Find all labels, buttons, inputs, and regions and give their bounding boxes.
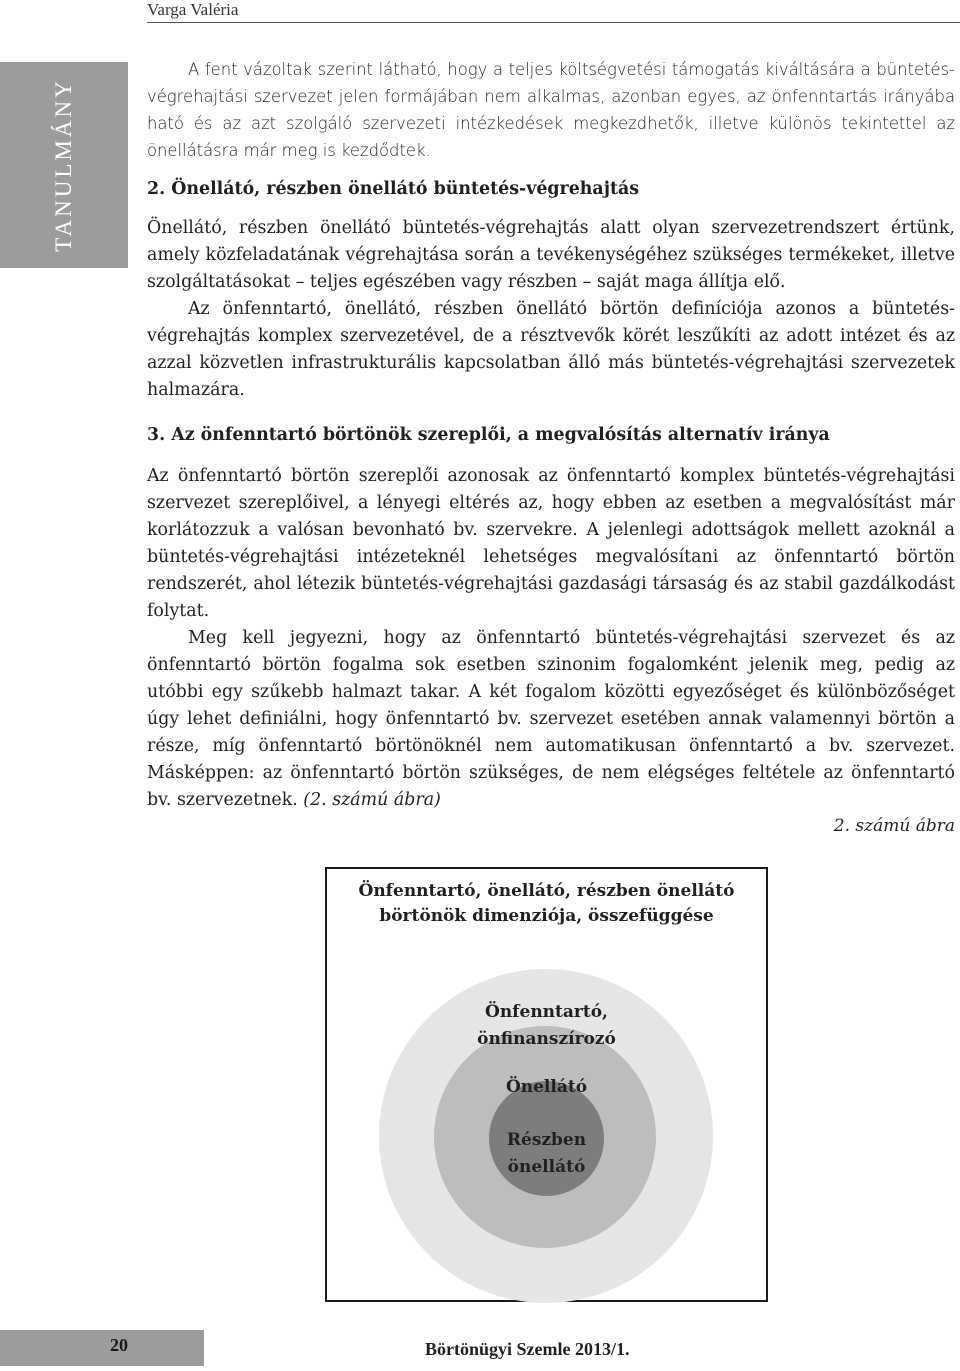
section-side-tab xyxy=(0,62,128,268)
figure-title-line-1: Önfenntartó, önellátó, részben önellátó xyxy=(358,881,735,901)
section-2-heading: 2. Önellátó, részben önellátó büntetés-végrehajtás xyxy=(147,179,640,199)
outer-label-line-1: Önfenntartó, xyxy=(485,1002,608,1022)
intro-paragraph: A fent vázoltak szerint látható, hogy a teljes költségvetési támogatás kiváltására a büntetés-végrehajtási szervezet jelen formájában nem alkalmas, azonban egyes, az önfenntartás irányába ható és az azt szolgáló szervezeti intézkedések megkezdhetők, illetve különös tekintettel az önellátásra már meg is kezdődtek. xyxy=(147,60,955,160)
article-body xyxy=(147,56,955,838)
figure-caption: 2. számú ábra xyxy=(833,816,955,836)
section-3-paragraph-1: Az önfenntartó börtön szereplői azonosak az önfenntartó komplex büntetés-végrehajtási szervezet szereplőivel, a lényegi eltérés az, hogy ebben az esetben a megvalósítást már korlátozzuk a valósan bevonható bv. szervekre. A jelenlegi adottságok mellett azoknál a büntetés-végrehajtási intézeteknél lehetséges megvalósítani az önfenntartó börtön rendszerét, ahol létezik büntetés-végrehajtási gazdasági társaság és az stabil gazdálkodást folytat. xyxy=(147,466,955,621)
middle-circle-label: Önellátó xyxy=(505,1077,588,1097)
footer-page-box xyxy=(0,1330,204,1366)
figure-title xyxy=(327,879,766,929)
section-2-paragraph-2: Az önfenntartó, önellátó, részben önellátó börtön definíciója azonos a büntetés-végrehajtás komplex szervezetével, de a résztvevők körét leszűkíti az adott intézet és az azzal közvetlen infrastrukturális kapcsolatban álló más büntetés-végrehajtási szervezetek halmazára. xyxy=(147,299,955,400)
section-3-paragraph-2-text: Meg kell jegyezni, hogy az önfenntartó büntetés-végrehajtási szervezet és az önfenntartó börtön fogalma sok esetben szinonim fogalomként jelenik meg, pedig az utóbbi egy szűkebb halmazt takar. A két fogalom közötti egyezőséget és különbözőséget úgy lehet definiálni, hogy önfenntartó bv. szervezet esetében annak valamennyi börtön a része, míg önfenntartó börtönöknél nem automatikusan önfenntartó a bv. szervezet. Másképpen: az önfenntartó börtön szükséges, de nem elégséges feltétele az önfenntartó bv. szervezetnek. xyxy=(147,628,955,810)
inner-label-line-1: Részben xyxy=(506,1130,587,1150)
outer-circle-label xyxy=(327,999,766,1053)
section-3-paragraph-2 xyxy=(147,625,955,814)
page-number: 20 xyxy=(110,1335,128,1355)
side-tab-label: TANULMÁNY xyxy=(51,78,76,252)
inner-circle-label xyxy=(327,1127,766,1181)
outer-label-line-2: önfinanszírozó xyxy=(477,1029,616,1049)
header-rule xyxy=(147,22,960,23)
section-2-paragraph-1: Önellátó, részben önellátó büntetés-végrehajtás alatt olyan szervezetrendszert értünk, amely közfeladatának végrehajtása során a tevékenységéhez szükséges termékeket, illetve szolgáltatásokat – teljes egészében vagy részben – saját maga állítja elő. xyxy=(147,218,955,292)
running-header-author: Varga Valéria xyxy=(147,0,239,19)
figure-reference: (2. számú ábra) xyxy=(303,790,441,810)
inner-label-line-2: önellátó xyxy=(507,1157,586,1177)
section-3-heading: 3. Az önfenntartó börtönök szereplői, a megvalósítás alternatív iránya xyxy=(147,425,830,445)
figure-title-line-2: börtönök dimenziója, összefüggése xyxy=(379,906,714,926)
nested-circles-figure xyxy=(325,867,768,1302)
journal-title: Börtönügyi Szemle 2013/1. xyxy=(425,1339,630,1359)
